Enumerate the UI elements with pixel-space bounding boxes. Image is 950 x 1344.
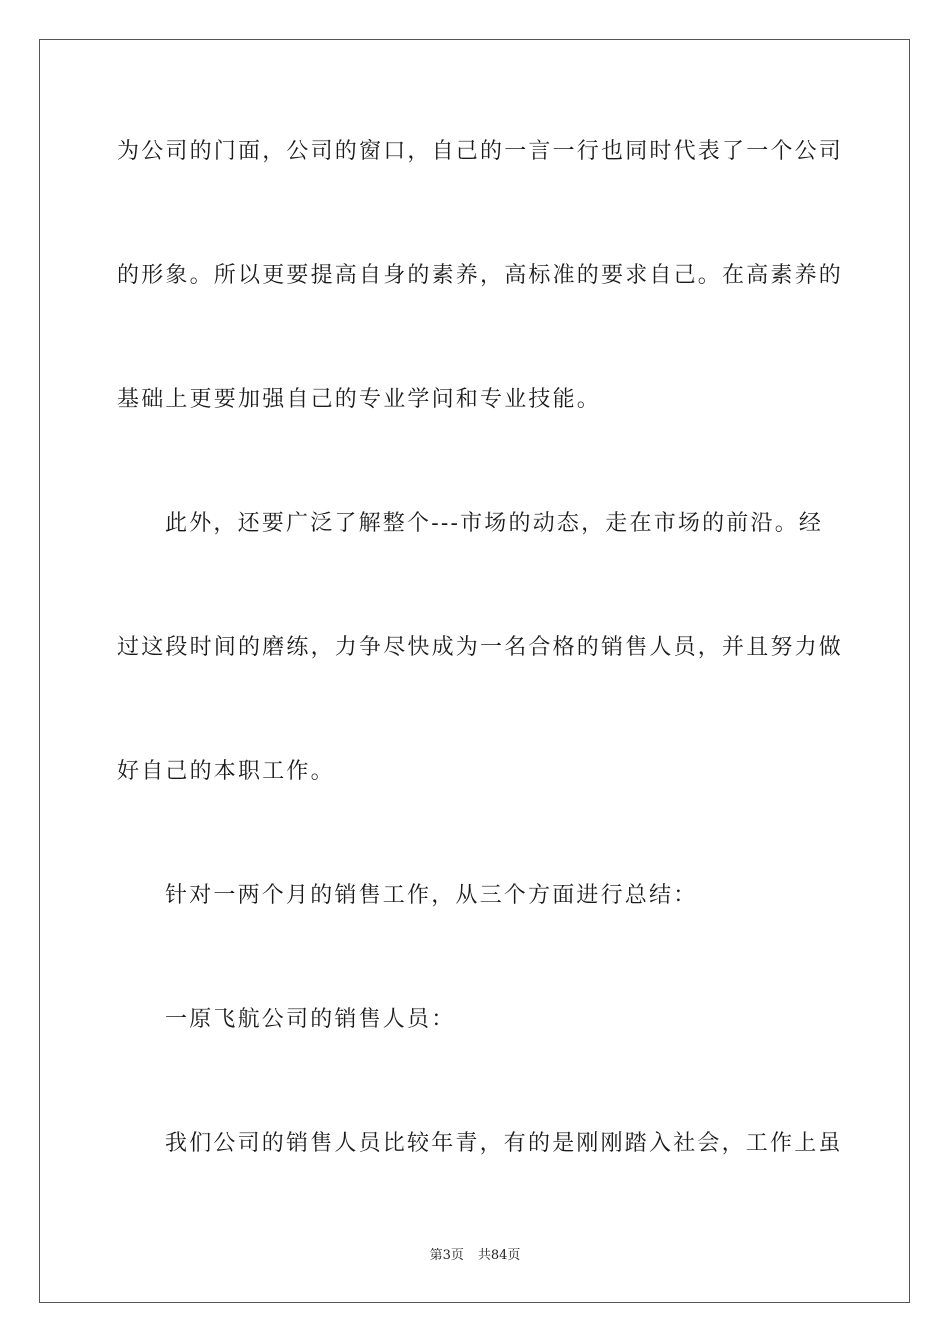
paragraph-line: 一原飞航公司的销售人员：: [165, 1007, 456, 1032]
page-footer: [0, 1247, 950, 1265]
page-total: 共84页: [477, 1248, 521, 1263]
paragraph-line: 过这段时间的磨练，力争尽快成为一名合格的销售人员，并且努力做: [117, 635, 844, 660]
paragraph-line: 的形象。所以更要提高自身的素养，高标准的要求自己。在高素养的: [117, 263, 844, 288]
page-border: [39, 39, 910, 1303]
paragraph-line: 基础上更要加强自己的专业学问和专业技能。: [117, 387, 602, 412]
paragraph-line: 此外，还要广泛了解整个---市场的动态，走在市场的前沿。经: [165, 511, 824, 536]
paragraph-line: 好自己的本职工作。: [117, 759, 335, 784]
paragraph-line: 我们公司的销售人员比较年青，有的是刚刚踏入社会，工作上虽: [165, 1131, 843, 1156]
paragraph-line: 为公司的门面，公司的窗口，自己的一言一行也同时代表了一个公司: [117, 139, 844, 164]
paragraph-line: 针对一两个月的销售工作，从三个方面进行总结：: [165, 883, 698, 908]
page-number: 第3页: [429, 1248, 464, 1263]
